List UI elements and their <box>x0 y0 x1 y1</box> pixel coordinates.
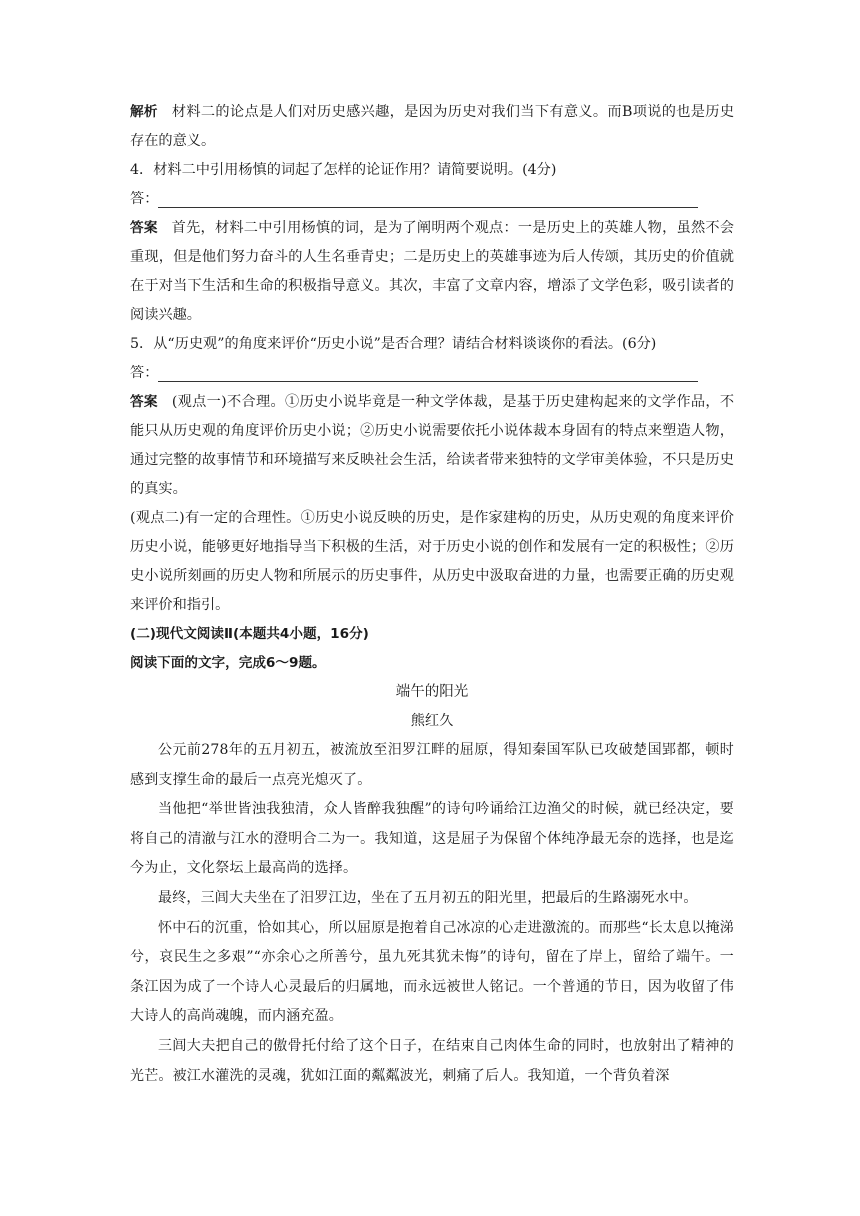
answer-prompt: 答： <box>130 191 159 207</box>
question-5-answer-line <box>130 359 734 388</box>
analysis-label: 解析 <box>130 104 158 120</box>
answer-label: 答案 <box>130 220 158 236</box>
analysis-block <box>130 98 734 156</box>
question-5-answer-view1 <box>130 388 734 504</box>
answer-label: 答案 <box>130 394 158 410</box>
question-4: 4．材料二中引用杨慎的词起了怎样的论证作用？请简要说明。(4分) <box>130 162 557 178</box>
story-paragraph: 公元前278年的五月初五，被流放至汨罗江畔的屈原，得知秦国军队已攻破楚国郢都，顿时感到支撑生命的最后一点亮光熄灭了。 <box>130 742 734 788</box>
story-paragraph: 三闾大夫把自己的傲骨托付给了这个日子，在结束自己肉体生命的同时，也放射出了精神的光芒。被江水灌洗的灵魂，犹如江面的粼粼波光，刺痛了后人。我知道，一个背负着深 <box>130 1037 734 1084</box>
story-paragraph: 怀中石的沉重，恰如其心，所以屈原是抱着自己冰凉的心走进激流的。而那些“长太息以掩涕兮，哀民生之多艰”“亦余心之所善兮，虽九死其犹未悔”的诗句，留在了岸上，留给了端午。一条江因为成了一个诗人心灵最后的归属地，而永远被世人铭记。一个普通的节日，因为收留了伟大诗人的高尚魂魄，而内涵充盈。 <box>130 919 734 1025</box>
question-4-answer <box>130 214 734 330</box>
story-paragraph: 当他把“举世皆浊我独清，众人皆醉我独醒”的诗句吟诵给江边渔父的时候，就已经决定，要将自己的清澈与江水的澄明合二为一。我知道，这是屈子为保留个体纯净最无奈的选择，也是迄今为止，文化祭坛上最高尚的选择。 <box>130 801 734 877</box>
section-instruction: 阅读下面的文字，完成6～9题。 <box>130 655 326 671</box>
story-paragraph: 最终，三闾大夫坐在了汨罗江边，坐在了五月初五的阳光里，把最后的生路溺死水中。 <box>158 889 698 906</box>
document-page <box>130 98 734 1091</box>
question-5: 5．从“历史观”的角度来评价“历史小说”是否合理？请结合材料谈谈你的看法。(6分) <box>130 336 657 352</box>
answer-view-1: (观点一)不合理。①历史小说毕竟是一种文学体裁，是基于历史建构起来的文学作品，不能只从历史观的角度评价历史小说；②历史小说需要依托小说体裁本身固有的特点来塑造人物，通过完整的故事情节和环境描写来反映社会生活，给读者带来独特的文学审美体验，不只是历史的真实。 <box>130 394 735 497</box>
story-author: 熊红久 <box>410 713 454 729</box>
story-title: 端午的阳光 <box>395 684 469 700</box>
answer-prompt: 答： <box>130 365 159 381</box>
answer-blank-line <box>158 363 698 382</box>
answer-blank-line <box>158 189 698 208</box>
question-4-answer-line <box>130 185 734 214</box>
analysis-text: 材料二的论点是人们对历史感兴趣，是因为历史对我们当下有意义。而B项说的也是历史存在的意义。 <box>130 104 735 149</box>
answer-text: 首先，材料二中引用杨慎的词，是为了阐明两个观点：一是历史上的英雄人物，虽然不会重现，但是他们努力奋斗的人生名垂青史；二是历史上的英雄事迹为后人传颂，其历史的价值就在于对当下生活和生命的积极指导意义。其次，丰富了文章内容，增添了文学色彩，吸引读者的阅读兴趣。 <box>130 220 734 323</box>
answer-view-2: (观点二)有一定的合理性。①历史小说反映的历史，是作家建构的历史，从历史观的角度来评价历史小说，能够更好地指导当下积极的生活，对于历史小说的创作和发展有一定的积极性；②历史小说所刻画的历史人物和所展示的历史事件，从历史中汲取奋进的力量，也需要正确的历史观来评价和指引。 <box>130 510 734 613</box>
section-heading: (二)现代文阅读Ⅱ(本题共4小题，16分) <box>130 626 369 642</box>
